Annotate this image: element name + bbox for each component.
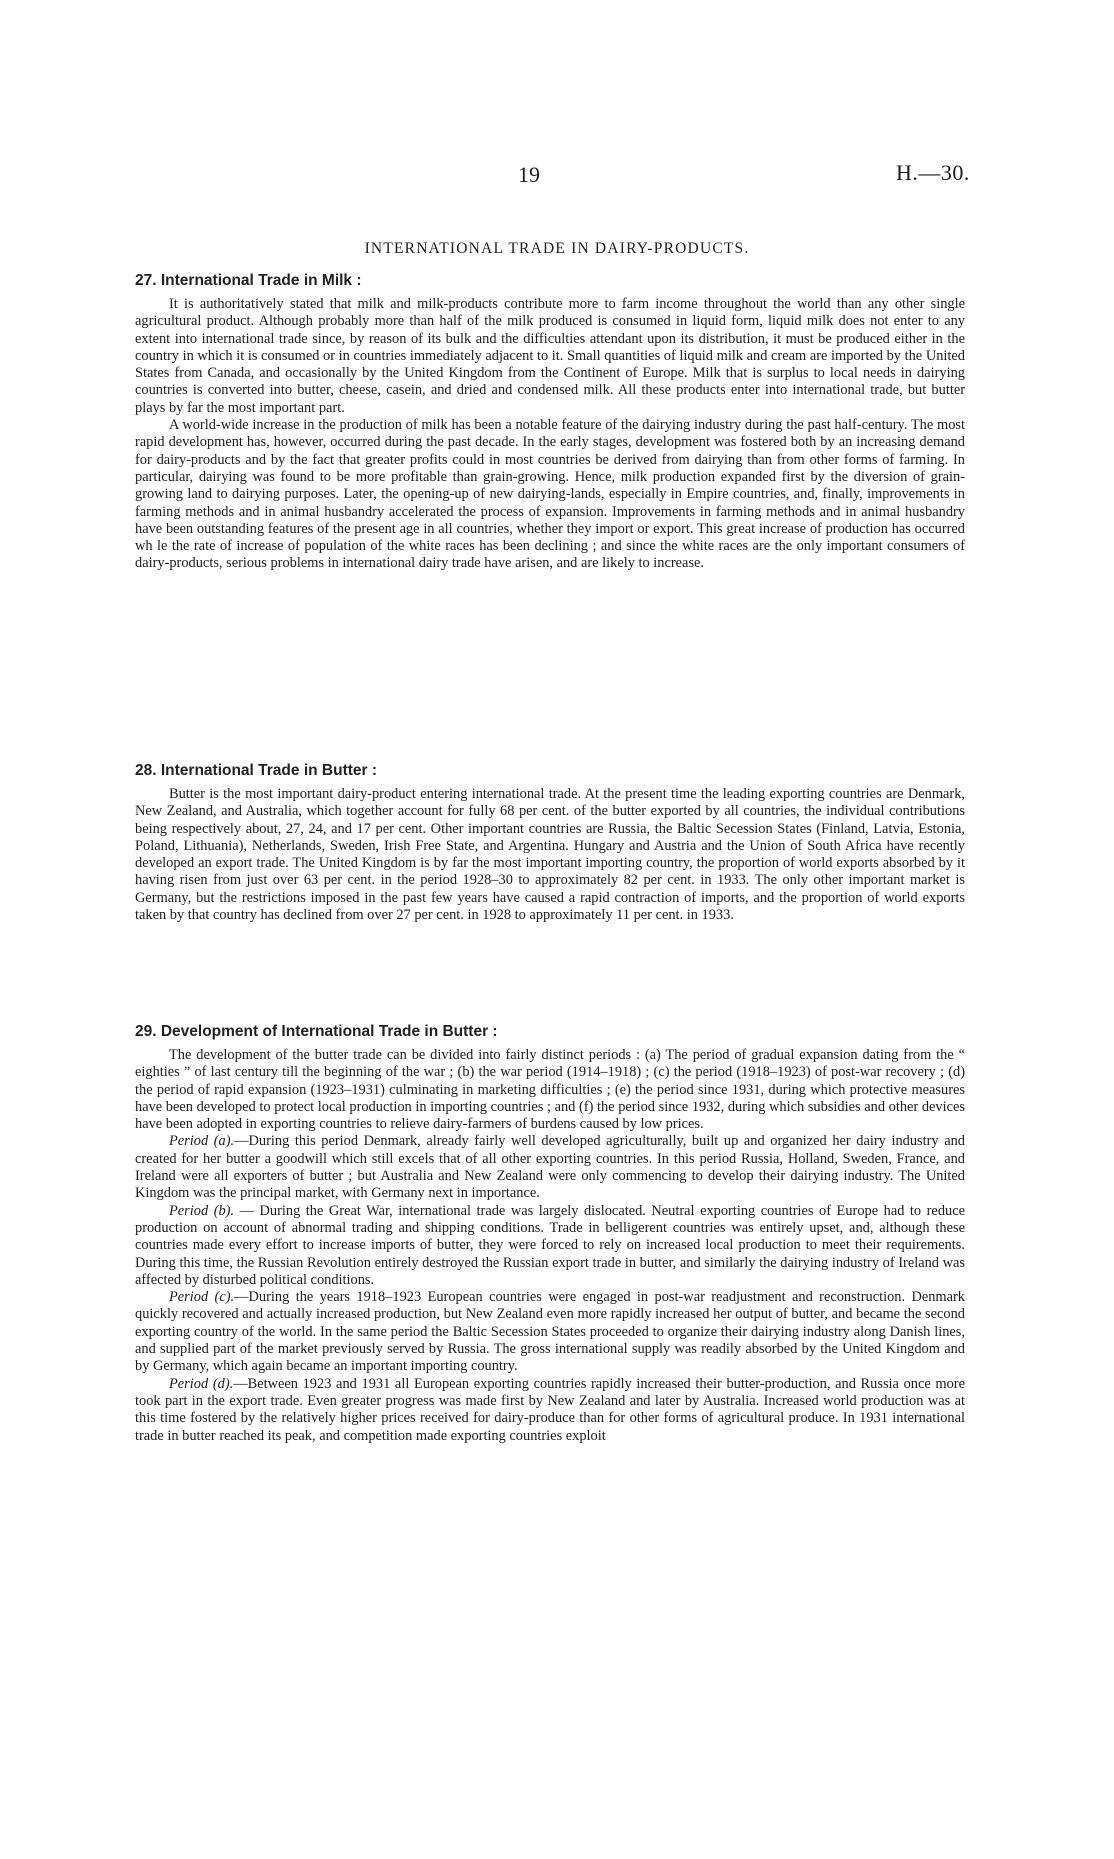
section-heading: 28. International Trade in Butter : (135, 762, 378, 779)
paragraph (135, 1376, 965, 1445)
paragraph (135, 1203, 965, 1289)
paragraph-text: —Between 1923 and 1931 all European exporting countries rapidly increased their butter-production, and Russia once more took part in the export trade. Even greater progress was made first by New Zealand and later by Australia. Increased world production was at this time fostered by the relatively higher prices received for dairy-produce than for other forms of agricultural produce. In 1931 international trade in butter reached its peak, and competition made exporting countries exploit (135, 1375, 965, 1444)
period-label: Period (d). (169, 1375, 234, 1392)
page-number: 19 (518, 162, 540, 187)
paragraph: A world-wide increase in the production of milk has been a notable feature of the dairying industry during the past half-century. The most rapid development has, however, occurred during the past decade. In the early stages, development was fostered both by an increasing demand for dairy-products and by the fact that greater profits could in most countries be derived from dairying than from other forms of farming. In particular, dairying was found to be more profitable than grain-growing. Hence, milk production expanded first by the diversion of grain-growing land to dairying purposes. Later, the opening-up of new dairying-lands, especially in Empire countries, and, finally, improvements in farming methods and in animal husbandry accelerated the process of expansion. Improvements in farming methods and in animal husbandry have been outstanding features of the present age in all countries, whether they import or export. This great increase of production has occurred wh le the rate of increase of population of the white races has been declining ; and since the white races are the only important consumers of dairy-products, serious problems in international dairy trade have arisen, and are likely to increase. (135, 417, 965, 572)
page-title: INTERNATIONAL TRADE IN DAIRY-PRODUCTS. (364, 240, 750, 257)
section-butter (135, 762, 965, 924)
period-label: Period (b). (169, 1202, 235, 1219)
paragraph: The development of the butter trade can be divided into fairly distinct periods : (a) The period of gradual expansion dating from the “ eighties ” of last century till the beginning of the war ; (b) the war period (1914–1918) ; (c) the period (1918–1923) of post-war recovery ; (d) the period of rapid expansion (1923–1931) culminating in marketing difficulties ; (e) the period since 1931, during which protective measures have been developed to protect local production in importing countries ; and (f) the period since 1932, during which subsidies and other devices have been adopted in exporting countries to relieve dairy-farmers of burdens caused by low prices. (135, 1047, 965, 1133)
paragraph: Butter is the most important dairy-product entering international trade. At the present time the leading exporting countries are Denmark, New Zealand, and Australia, which together account for fully 68 per cent. of the butter exported by all countries, the individual contributions being respectively about, 27, 24, and 17 per cent. Other important countries are Russia, the Baltic Secession States (Finland, Latvia, Estonia, Poland, Lithuania), Netherlands, Sweden, Irish Free State, and Argentina. Hungary and Austria and the Union of South Africa have recently developed an export trade. The United Kingdom is by far the most important importing country, the proportion of world exports absorbed by it having risen from just over 63 per cent. in the period 1928–30 to approximately 82 per cent. in 1933. The only other important market is Germany, but the restrictions imposed in the past few years have caused a rapid contraction of imports, and the proportion of world exports taken by that country has declined from over 27 per cent. in 1928 to approximately 11 per cent. in 1933. (135, 786, 965, 924)
paragraph (135, 1133, 965, 1202)
period-label: Period (c). (169, 1289, 235, 1306)
paragraph-text: —During the years 1918–1923 European countries were engaged in post-war readjustment and reconstruction. Denmark quickly recovered and actually increased production, but New Zealand even more rapidly increased her output of butter, and became the second exporting country of the world. In the same period the Baltic Secession States proceeded to organize their dairying industry along Danish lines, and supplied part of the market previously served by Russia. The gross international supply was readily absorbed by the United Kingdom and by Germany, which again became an important importing country. (135, 1289, 966, 1375)
paragraph (135, 1289, 965, 1375)
paragraph: It is authoritatively stated that milk and milk-products contribute more to farm income throughout the world than any other single agricultural product. Although probably more than half of the milk produced is consumed in liquid form, liquid milk does not enter to any extent into international trade since, by reason of its bulk and the difficulties attendant upon its distribution, it must be produced either in the country in which it is consumed or in countries immediately adjacent to it. Small quantities of liquid milk and cream are imported by the United States from Canada, and occasionally by the United Kingdom from the Continent of Europe. Milk that is surplus to local needs in dairying countries is converted into butter, cheese, casein, and dried and condensed milk. All these products enter into international trade, but butter plays by far the most important part. (135, 296, 965, 416)
document-reference: H.—30. (896, 160, 970, 185)
section-development (135, 1023, 965, 1445)
paragraph-text: — During the Great War, international trade was largely dislocated. Neutral exporting countries of Europe had to reduce production on account of abnormal trading and shipping conditions. Trade in belligerent countries was entirely upset, and, although these countries made every effort to increase imports of butter, they were forced to rely on increased local production to meet their requirements. During this time, the Russian Revolution entirely destroyed the Russian export trade in butter, and similarly the dairying industry of Ireland was affected by disturbed political conditions. (135, 1202, 965, 1288)
section-heading: 27. International Trade in Milk : (135, 272, 362, 289)
period-label: Period (a). (169, 1133, 235, 1150)
section-milk (135, 272, 965, 573)
paragraph-text: —During this period Denmark, already fairly well developed agriculturally, built up and organized her dairy industry and created for her butter a goodwill which still excels that of all other exporting countries. In this period Russia, Holland, Sweden, France, and Ireland were all exporters of butter ; but Australia and New Zealand were only commencing to develop their dairying industry. The United Kingdom was the principal market, with Germany next in importance. (135, 1133, 965, 1202)
section-heading: 29. Development of International Trade in Butter : (135, 1023, 498, 1040)
